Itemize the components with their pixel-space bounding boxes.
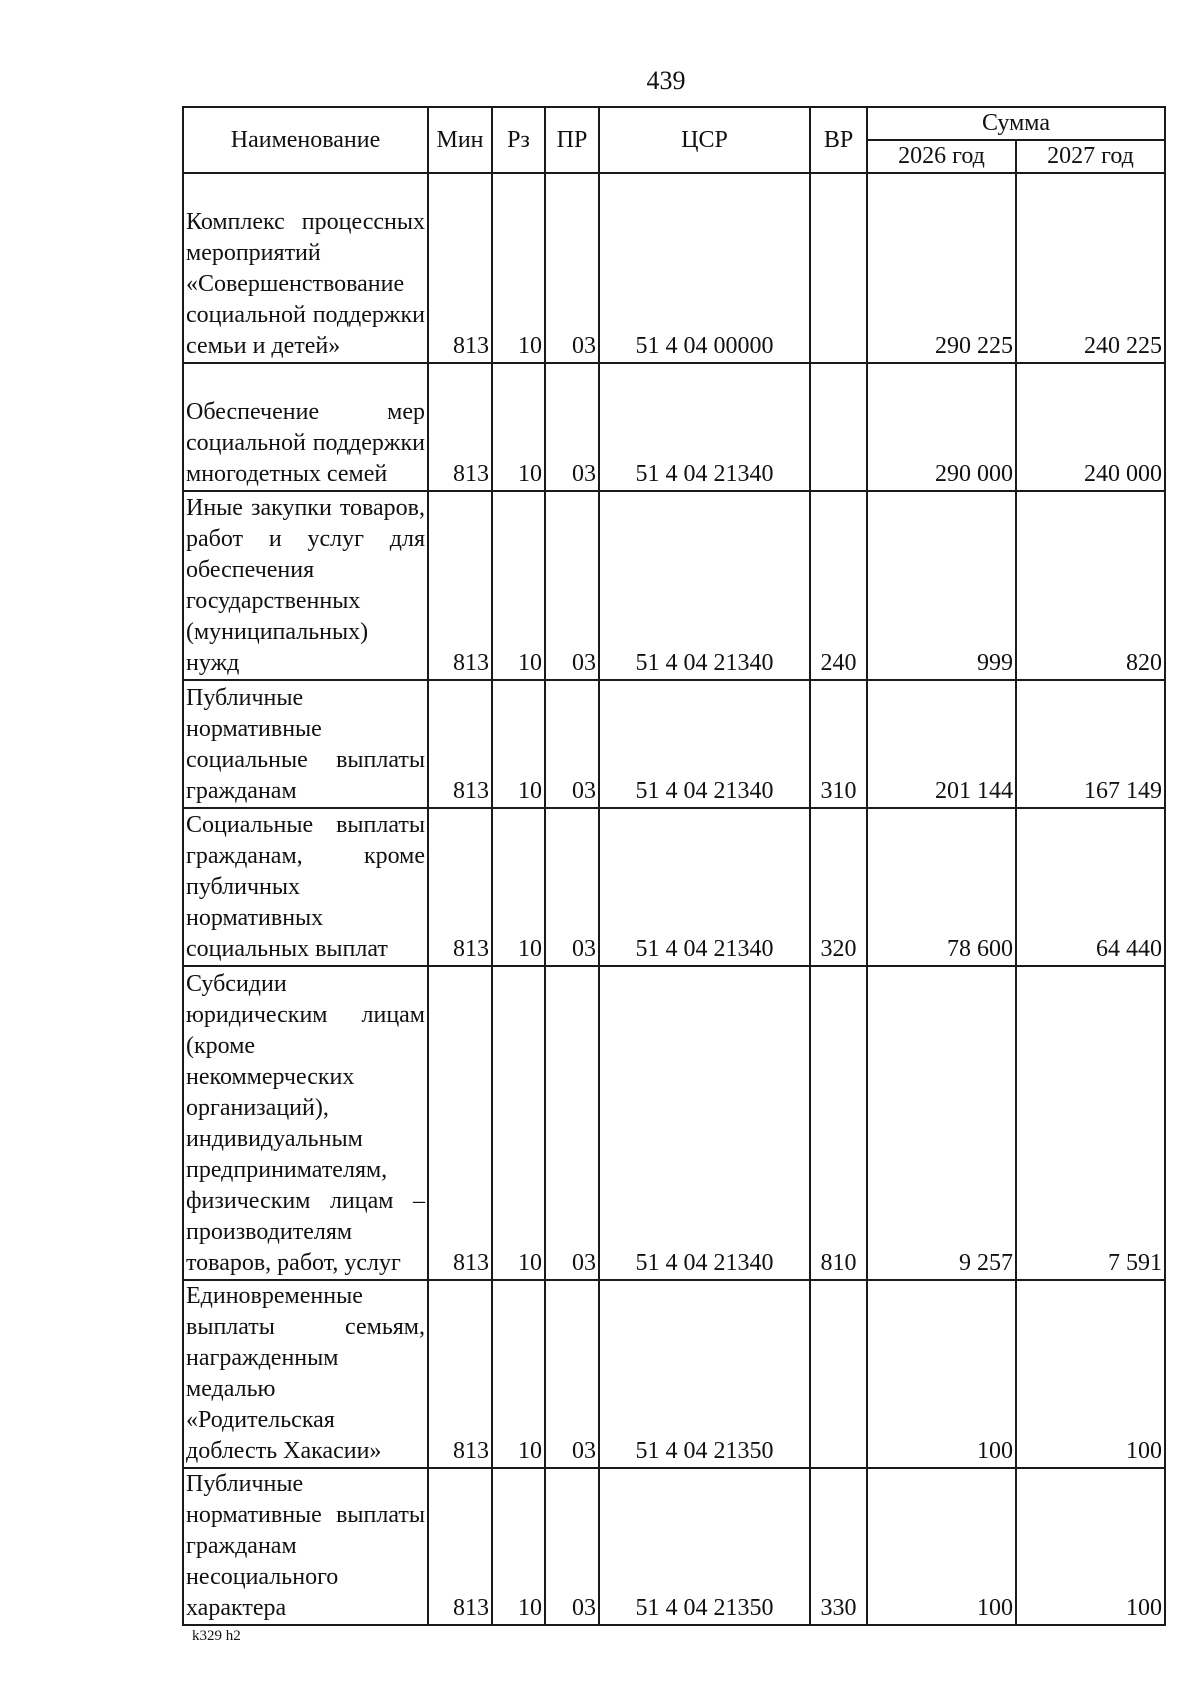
header-rz: Рз	[492, 107, 545, 173]
row-sum-2026: 100	[867, 1280, 1016, 1468]
row-rz: 10	[492, 1280, 545, 1468]
row-csr: 51 4 04 21340	[599, 491, 810, 680]
header-csr: ЦСР	[599, 107, 810, 173]
row-pr: 03	[545, 1468, 599, 1625]
table-row	[183, 1280, 1165, 1468]
row-vr: 810	[810, 966, 867, 1280]
row-name: Публичные нормативные выплаты гражданам несоциального характера	[183, 1468, 428, 1625]
row-csr: 51 4 04 21340	[599, 966, 810, 1280]
row-pr: 03	[545, 808, 599, 966]
table-row	[183, 491, 1165, 680]
header-name: Наименование	[183, 107, 428, 173]
header-pr: ПР	[545, 107, 599, 173]
row-pr: 03	[545, 363, 599, 491]
row-rz: 10	[492, 363, 545, 491]
header-sum: Сумма	[867, 107, 1165, 140]
header-min: Мин	[428, 107, 492, 173]
row-pr: 03	[545, 491, 599, 680]
footer-code: k329 h2	[192, 1628, 241, 1644]
table-row	[183, 966, 1165, 1280]
row-pr: 03	[545, 966, 599, 1280]
row-pr: 03	[545, 680, 599, 808]
row-sum-2027: 100	[1016, 1468, 1165, 1625]
row-sum-2027: 240 000	[1016, 363, 1165, 491]
row-csr: 51 4 04 21340	[599, 808, 810, 966]
row-csr: 51 4 04 21340	[599, 363, 810, 491]
row-csr: 51 4 04 21350	[599, 1468, 810, 1625]
row-name: Обеспечение мер социальной поддержки многодетных семей	[183, 363, 428, 491]
row-sum-2026: 201 144	[867, 680, 1016, 808]
row-min: 813	[428, 808, 492, 966]
row-sum-2026: 290 000	[867, 363, 1016, 491]
row-min: 813	[428, 173, 492, 363]
row-csr: 51 4 04 00000	[599, 173, 810, 363]
row-sum-2027: 240 225	[1016, 173, 1165, 363]
row-vr: 310	[810, 680, 867, 808]
row-rz: 10	[492, 680, 545, 808]
row-sum-2026: 290 225	[867, 173, 1016, 363]
row-min: 813	[428, 966, 492, 1280]
header-year-2027: 2027 год	[1016, 140, 1165, 173]
row-pr: 03	[545, 1280, 599, 1468]
row-name: Иные закупки товаров, работ и услуг для обеспечения государственных (муниципальных) нужд	[183, 491, 428, 680]
row-csr: 51 4 04 21350	[599, 1280, 810, 1468]
row-sum-2027: 167 149	[1016, 680, 1165, 808]
row-rz: 10	[492, 173, 545, 363]
row-sum-2027: 64 440	[1016, 808, 1165, 966]
page-number: 439	[646, 66, 686, 95]
table-row	[183, 363, 1165, 491]
row-rz: 10	[492, 1468, 545, 1625]
table-header	[183, 107, 1165, 173]
row-name: Социальные выплаты гражданам, кроме публичных нормативных социальных выплат	[183, 808, 428, 966]
row-rz: 10	[492, 491, 545, 680]
row-csr: 51 4 04 21340	[599, 680, 810, 808]
row-min: 813	[428, 491, 492, 680]
row-rz: 10	[492, 966, 545, 1280]
row-rz: 10	[492, 808, 545, 966]
row-vr: 240	[810, 491, 867, 680]
table-row	[183, 173, 1165, 363]
table-body	[183, 173, 1165, 1625]
row-min: 813	[428, 1280, 492, 1468]
table-row	[183, 808, 1165, 966]
row-pr: 03	[545, 173, 599, 363]
row-sum-2026: 78 600	[867, 808, 1016, 966]
row-min: 813	[428, 363, 492, 491]
row-sum-2026: 9 257	[867, 966, 1016, 1280]
row-sum-2026: 100	[867, 1468, 1016, 1625]
row-vr	[810, 1280, 867, 1468]
table-row	[183, 1468, 1165, 1625]
row-sum-2027: 820	[1016, 491, 1165, 680]
row-sum-2027: 100	[1016, 1280, 1165, 1468]
row-vr	[810, 363, 867, 491]
header-vr: ВР	[810, 107, 867, 173]
row-name: Единовременные выплаты семьям, награжденным медалью «Родительская доблесть Хакасии»	[183, 1280, 428, 1468]
row-name: Субсидии юридическим лицам (кроме некоммерческих организаций), индивидуальным предпринимателям, физическим лицам – производителям товаров, работ, услуг	[183, 966, 428, 1280]
row-name: Публичные нормативные социальные выплаты гражданам	[183, 680, 428, 808]
row-vr: 330	[810, 1468, 867, 1625]
row-sum-2027: 7 591	[1016, 966, 1165, 1280]
row-vr: 320	[810, 808, 867, 966]
row-name: Комплекс процессных мероприятий «Совершенствование социальной поддержки семьи и детей»	[183, 173, 428, 363]
row-min: 813	[428, 680, 492, 808]
budget-table	[182, 106, 1166, 1626]
table-row	[183, 680, 1165, 808]
row-sum-2026: 999	[867, 491, 1016, 680]
header-row-top	[183, 107, 1165, 140]
row-min: 813	[428, 1468, 492, 1625]
header-year-2026: 2026 год	[867, 140, 1016, 173]
row-vr	[810, 173, 867, 363]
